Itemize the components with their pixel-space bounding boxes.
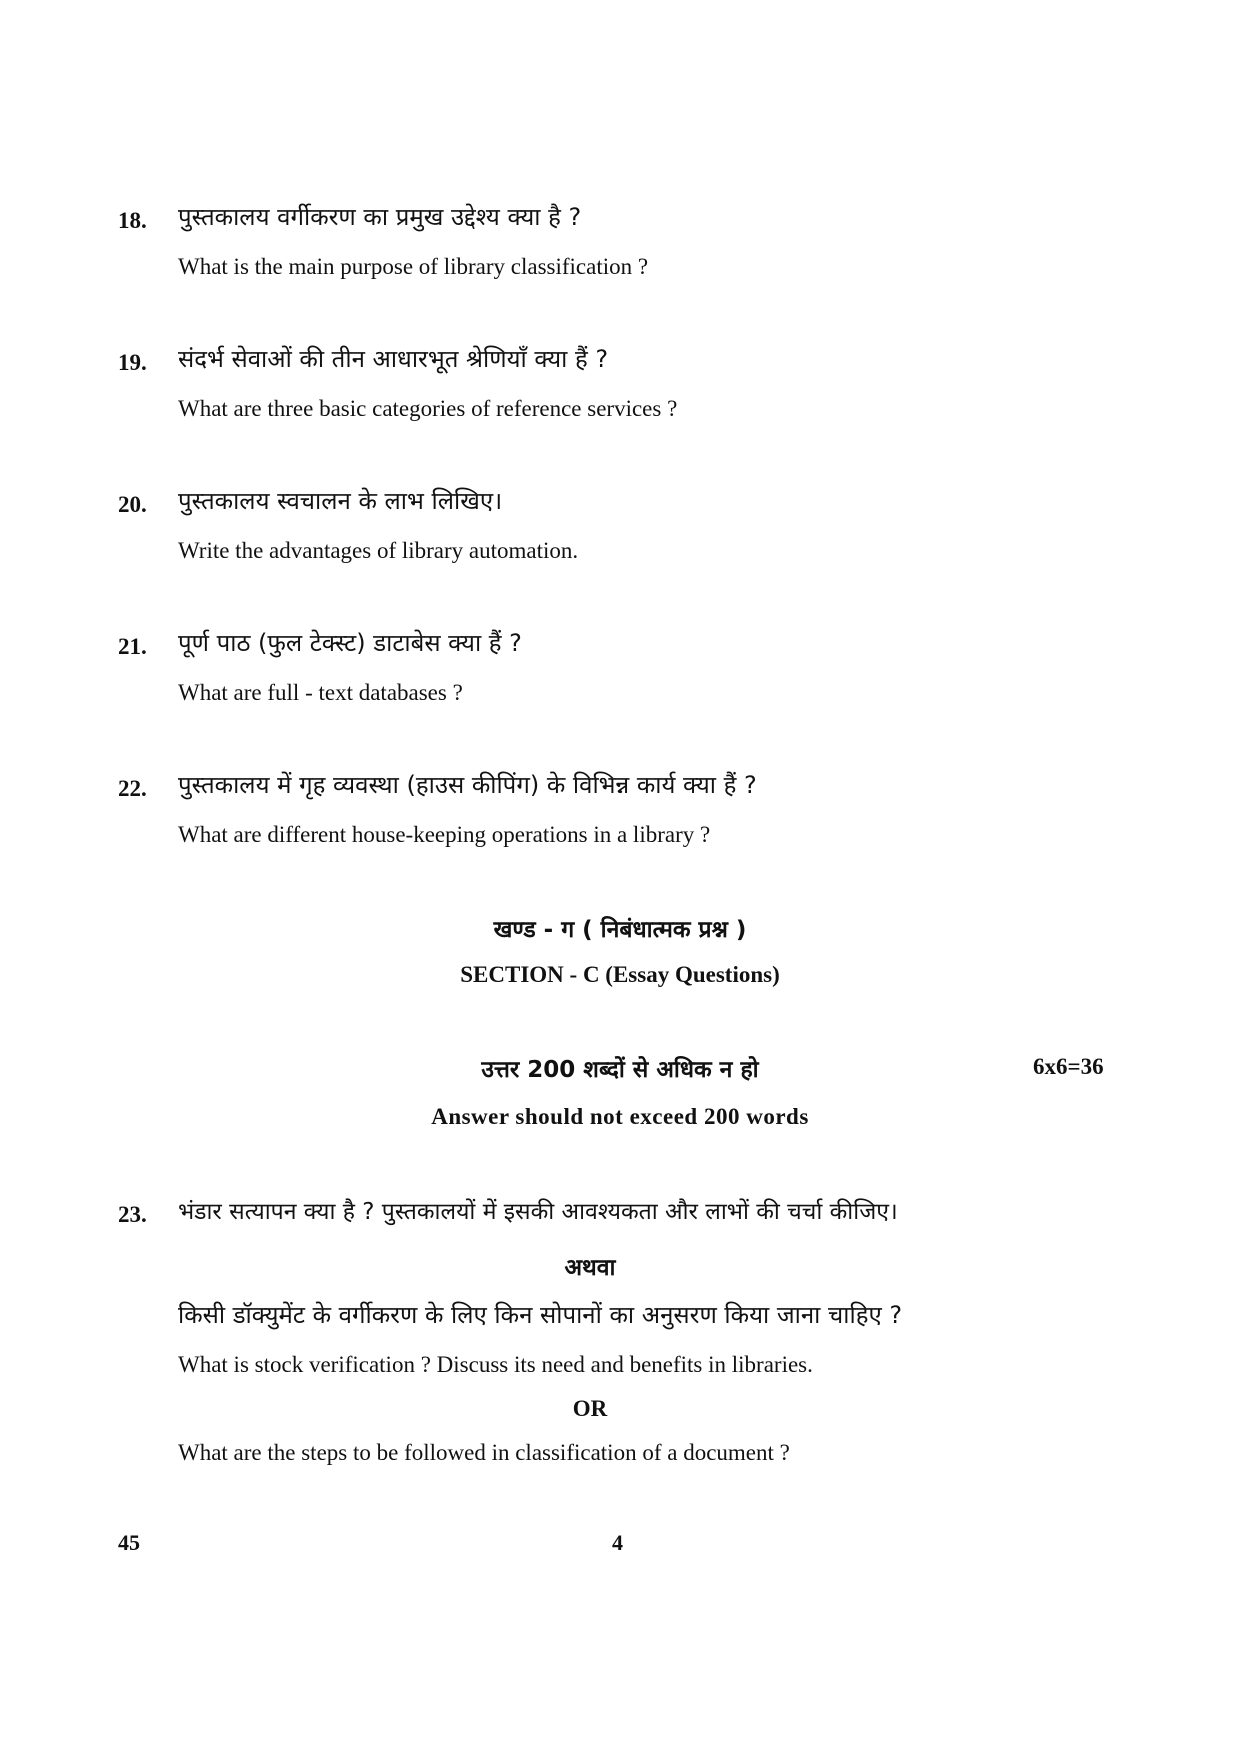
question-number: 21. — [118, 634, 147, 659]
question-english: What are three basic categories of reference services ? — [178, 396, 678, 421]
section-title-hindi: खण्ड - ग ( निबंधात्मक प्रश्न ) — [493, 917, 747, 943]
question-number: 23. — [118, 1202, 147, 1227]
question-hindi: पुस्तकालय वर्गीकरण का प्रमुख उद्देश्य क्या है ? — [178, 203, 582, 231]
question-hindi: संदर्भ सेवाओं की तीन आधारभूत श्रेणियाँ क्या हैं ? — [178, 345, 609, 373]
question-number: 20. — [118, 492, 147, 517]
question-hindi: पूर्ण पाठ (फुल टेक्स्ट) डाटाबेस क्या हैं ? — [178, 629, 522, 657]
section-marks: 6x6=36 — [1033, 1054, 1104, 1079]
question-number: 22. — [118, 776, 147, 801]
question-english: What are full - text databases ? — [178, 680, 463, 705]
question-hindi: पुस्तकालय स्वचालन के लाभ लिखिए। — [178, 487, 503, 515]
paper-code: 45 — [118, 1530, 140, 1555]
or-hindi: अथवा — [564, 1255, 616, 1281]
question-english-a: What is stock verification ? Discuss its need and benefits in libraries. — [178, 1352, 813, 1377]
question-english: Write the advantages of library automation. — [178, 538, 579, 563]
section-title-english: SECTION - C (Essay Questions) — [460, 962, 780, 987]
or-english: OR — [572, 1396, 608, 1421]
question-english-b: What are the steps to be followed in classification of a document ? — [178, 1440, 790, 1465]
section-instruction-english: Answer should not exceed 200 words — [431, 1104, 809, 1129]
section-instruction-hindi: उत्तर 200 शब्दों से अधिक न हो — [481, 1057, 759, 1083]
question-hindi-b: किसी डॉक्युमेंट के वर्गीकरण के लिए किन सोपानों का अनुसरण किया जाना चाहिए ? — [178, 1301, 903, 1329]
question-number: 19. — [118, 350, 147, 375]
question-english: What is the main purpose of library classification ? — [178, 254, 649, 279]
question-hindi: पुस्तकालय में गृह व्यवस्था (हाउस कीपिंग) के विभिन्न कार्य क्या हैं ? — [178, 771, 757, 799]
question-number: 18. — [118, 208, 147, 233]
question-hindi-a: भंडार सत्यापन क्या है ? पुस्तकालयों में इसकी आवश्यकता और लाभों की चर्चा कीजिए। — [178, 1199, 898, 1225]
page-number: 4 — [612, 1530, 623, 1555]
question-english: What are different house-keeping operations in a library ? — [178, 822, 711, 847]
